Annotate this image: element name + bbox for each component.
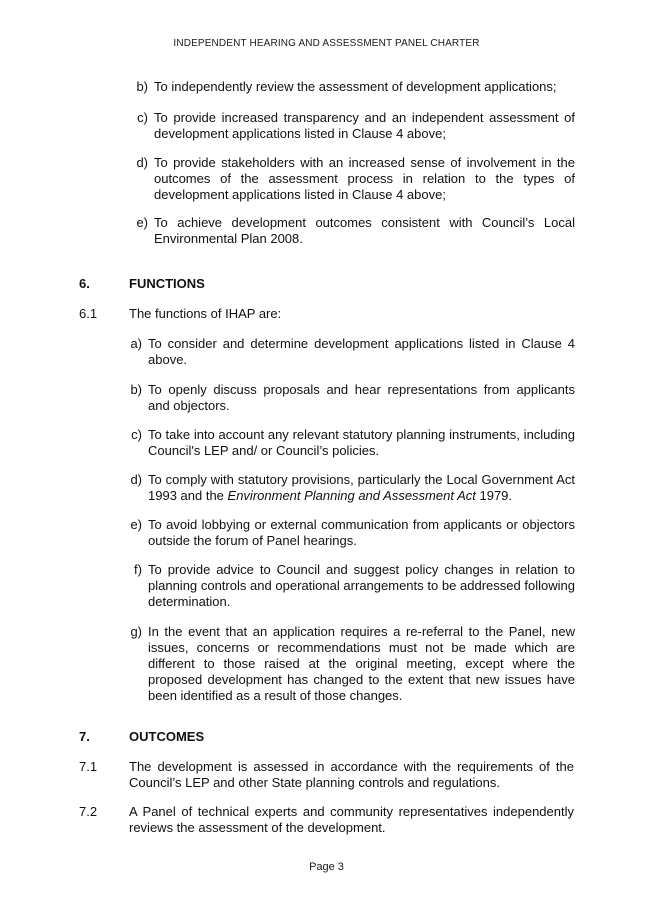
paragraph-text: The functions of IHAP are: bbox=[129, 306, 282, 321]
act-title-italic: Environment Planning and Assessment Act bbox=[227, 488, 476, 503]
list-text-plain: To comply with statutory provisions, particularly the Local Government Act 1993 and the bbox=[148, 472, 575, 503]
paragraph-text: A Panel of technical experts and community representatives independently reviews the assessment of the development. bbox=[129, 804, 574, 835]
list-item-function-f bbox=[124, 562, 575, 610]
list-marker: e) bbox=[136, 215, 148, 230]
list-item-function-a bbox=[124, 336, 575, 368]
list-item-objective-c bbox=[130, 110, 575, 142]
section-number: 6. bbox=[79, 276, 90, 291]
section-heading-outcomes bbox=[79, 729, 575, 745]
list-text: To achieve development outcomes consistent with Council’s Local Environmental Plan 2008. bbox=[154, 215, 575, 246]
section-number: 7. bbox=[79, 729, 90, 744]
list-text: To take into account any relevant statutory planning instruments, including Council's LEP and/ or Council’s policies. bbox=[148, 427, 575, 458]
section-title: FUNCTIONS bbox=[129, 276, 205, 291]
list-item-objective-e bbox=[130, 215, 575, 247]
list-marker: e) bbox=[130, 517, 142, 532]
page-header: INDEPENDENT HEARING AND ASSESSMENT PANEL CHARTER bbox=[173, 38, 480, 49]
list-text: To independently review the assessment of development applications; bbox=[154, 79, 557, 94]
list-text: To openly discuss proposals and hear representations from applicants and objectors. bbox=[148, 382, 575, 413]
list-item-function-c bbox=[124, 427, 575, 459]
paragraph-7-2 bbox=[79, 804, 575, 836]
list-marker: d) bbox=[136, 155, 148, 170]
list-marker: f) bbox=[134, 562, 142, 577]
list-marker: a) bbox=[130, 336, 142, 351]
paragraph-7-1 bbox=[79, 759, 575, 791]
paragraph-number: 6.1 bbox=[79, 306, 98, 321]
list-item-objective-b bbox=[130, 79, 575, 95]
paragraph-number: 7.2 bbox=[79, 804, 98, 819]
list-marker: c) bbox=[131, 427, 142, 442]
list-text-plain: 1979. bbox=[475, 488, 513, 503]
list-marker: b) bbox=[136, 79, 148, 94]
list-text: To provide increased transparency and an independent assessment of development applications listed in Clause 4 above; bbox=[154, 110, 575, 141]
list-item-function-b bbox=[124, 382, 575, 414]
list-text bbox=[148, 472, 575, 504]
section-heading-functions bbox=[79, 276, 575, 292]
list-marker: d) bbox=[130, 472, 142, 487]
paragraph-number: 7.1 bbox=[79, 759, 98, 774]
list-item-function-e bbox=[124, 517, 575, 549]
list-text: To consider and determine development applications listed in Clause 4 above. bbox=[148, 336, 575, 367]
list-text: In the event that an application requires a re-referral to the Panel, new issues, concerns or recommendations must not be made which are different to those raised at the original meeting, except where the proposed development has changed to the extent that new issues have been identified as a result of those changes. bbox=[148, 624, 575, 703]
list-marker: b) bbox=[130, 382, 142, 397]
list-marker: c) bbox=[137, 110, 148, 125]
list-marker: g) bbox=[130, 624, 142, 639]
page-number: Page 3 bbox=[309, 861, 344, 873]
list-text: To avoid lobbying or external communication from applicants or objectors outside the forum of Panel hearings. bbox=[148, 517, 575, 548]
paragraph-6-1 bbox=[79, 306, 575, 322]
list-item-function-g bbox=[124, 624, 575, 704]
list-item-objective-d bbox=[130, 155, 575, 203]
list-text: To provide stakeholders with an increased sense of involvement in the outcomes of the assessment process in relation to the types of development applications listed in Clause 4 above; bbox=[154, 155, 575, 202]
list-text: To provide advice to Council and suggest policy changes in relation to planning controls and operational arrangements to be addressed following determination. bbox=[148, 562, 575, 609]
section-title: OUTCOMES bbox=[129, 729, 205, 744]
list-item-function-d bbox=[124, 472, 575, 504]
paragraph-text: The development is assessed in accordance with the requirements of the Council’s LEP and other State planning controls and regulations. bbox=[129, 759, 574, 790]
